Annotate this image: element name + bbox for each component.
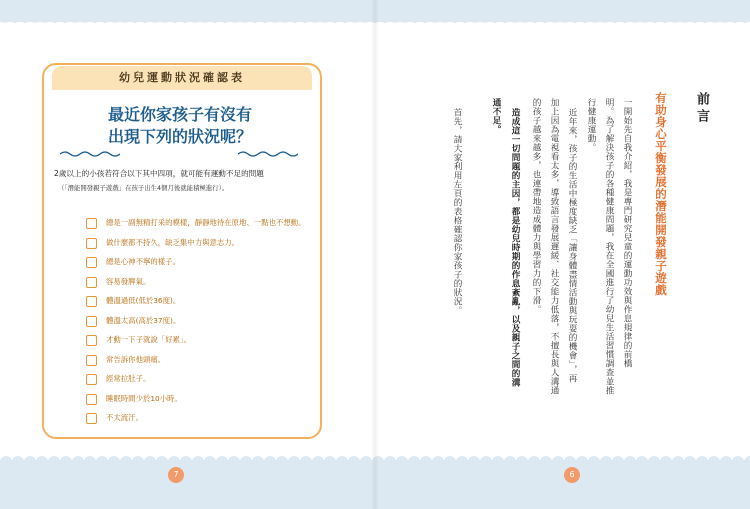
wave-decoration-right xyxy=(238,150,298,158)
checklist-item xyxy=(86,238,316,258)
checklist-item-label: 體溫太高(高於37度)。 xyxy=(106,315,181,325)
checkbox[interactable] xyxy=(86,277,97,288)
checklist-item xyxy=(86,335,316,355)
checklist-item-label: 才動一下子就說「好累」。 xyxy=(106,335,191,344)
checklist-item-label: 睡眠時間少於10小時。 xyxy=(106,393,182,403)
preface-subtitle: 有助身心平衡發展的潛能開發親子遊戲 xyxy=(654,92,668,296)
checklist-item xyxy=(86,374,316,394)
checkbox[interactable] xyxy=(86,296,97,307)
preface-column: 行健康運動。 xyxy=(586,98,596,152)
headline-line-1: 最近你家孩子有沒有 xyxy=(107,105,252,124)
checklist-item xyxy=(86,355,316,375)
intro-note: （「潛能開發親子遊戲」在孩子出生4個月後就能積極進行）。 xyxy=(58,184,229,192)
checklist-item-label: 容易發脾氣。 xyxy=(106,276,151,286)
checklist-item xyxy=(86,296,316,316)
preface-column-emphasis: 造成這一切問題的主因，都是幼兒時期的作息紊亂，以及親子之間的溝 xyxy=(510,108,520,387)
checkbox[interactable] xyxy=(86,257,97,268)
preface-column: 加上因為電視看太多，導致語言發展遲緩、社交能力低落，不擅長與人溝通 xyxy=(549,98,559,395)
preface-column: 明。為了解決孩子的各種健康問題，我在全國進行了幼兒生活習慣調查並推 xyxy=(604,98,614,395)
checklist-item-label: 做什麼都不持久，缺乏集中力與意志力。 xyxy=(106,237,240,247)
checklist-item-label: 不太流汗。 xyxy=(106,413,143,422)
preface-title: 前言 xyxy=(694,92,709,126)
symptom-checklist xyxy=(86,218,316,433)
checklist-item-label: 總是心神不寧的樣子。 xyxy=(106,257,180,266)
preface-column: 近年來，孩子的生活中極度缺乏「讓身體盡情活動與玩耍的機會」，再 xyxy=(567,108,577,383)
headline-line-2: 出現下列的狀況呢？ xyxy=(107,127,252,146)
checkbox[interactable] xyxy=(86,394,97,405)
checkbox[interactable] xyxy=(86,355,97,366)
checkbox[interactable] xyxy=(86,413,97,424)
checklist-item xyxy=(86,257,316,277)
checklist-item xyxy=(86,218,316,238)
checkbox[interactable] xyxy=(86,316,97,327)
checklist-item-label: 常告訴你他頭痛。 xyxy=(106,354,166,364)
checklist-item xyxy=(86,413,316,433)
preface-column: 的孩子越來越多，也連帶地造成體力與學習力的下滑。 xyxy=(531,98,541,314)
checklist-item xyxy=(86,277,316,297)
checkbox[interactable] xyxy=(86,238,97,249)
preface-column: 首先，請大家利用左頁的表格確認你家孩子的狀況。 xyxy=(452,108,462,315)
wave-decoration-left xyxy=(60,150,120,158)
checklist-item xyxy=(86,394,316,414)
checklist-item-label: 經常拉肚子。 xyxy=(106,374,151,383)
checkbox[interactable] xyxy=(86,374,97,385)
intro-text: 2歲以上的小孩若符合以下其中四項，就可能有運動不足的問題 xyxy=(54,169,264,178)
preface-column-emphasis: 通不足。 xyxy=(491,98,501,134)
book-spine-shadow xyxy=(371,0,379,509)
checklist-item-label: 體溫過低(低於36度)。 xyxy=(106,296,181,305)
checkbox[interactable] xyxy=(86,218,97,229)
checklist-item xyxy=(86,316,316,336)
checkbox[interactable] xyxy=(86,335,97,346)
headline xyxy=(60,104,300,148)
card-title: 幼兒運動狀況確認表 xyxy=(52,66,312,90)
page-number-right: 6 xyxy=(564,467,580,483)
checklist-item-label: 總是一副無精打采的模樣，靜靜地待在原地、一點也不想動。 xyxy=(106,218,306,227)
page-number-left: 7 xyxy=(168,467,184,483)
preface-column: 一開始先自我介紹，我是專門研究兒童的運動功效與作息規律的前橋 xyxy=(622,98,632,368)
